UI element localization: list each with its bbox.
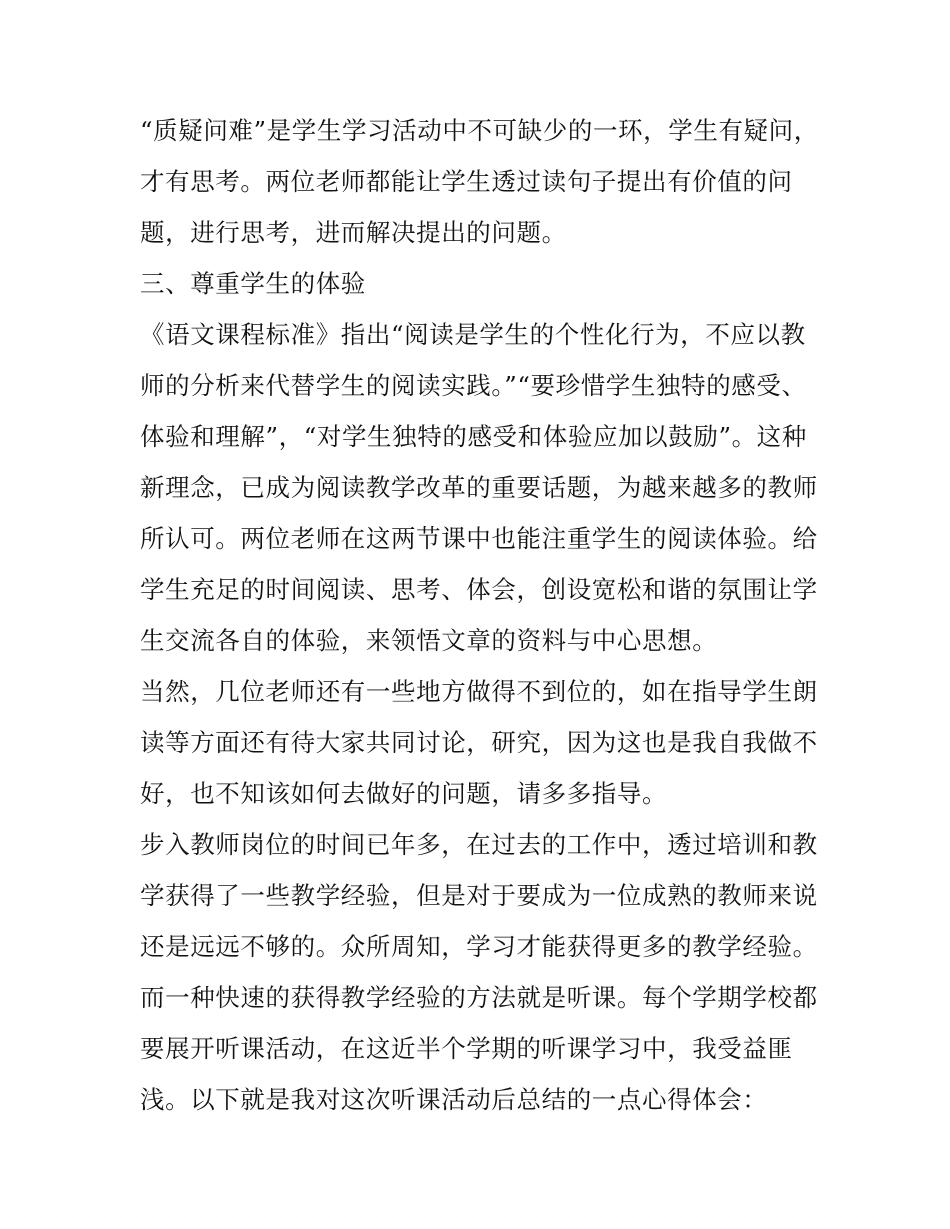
text-line: 师的分析来代替学生的阅读实践。”“要珍惜学生独特的感受、	[140, 371, 807, 400]
text-line: 体验和理解”，“对学生独特的感受和体验应加以鼓励”。这种	[140, 422, 807, 451]
text-line: 学获得了一些教学经验，但是对于要成为一位成熟的教师来说	[140, 881, 818, 910]
text-line: 新理念，已成为阅读教学改革的重要话题，为越来越多的教师	[140, 473, 818, 502]
text-line: 学生充足的时间阅读、思考、体会，创设宽松和谐的氛围让学	[140, 575, 818, 604]
text-line: 所认可。两位老师在这两节课中也能注重学生的阅读体验。给	[140, 524, 818, 553]
document-body	[140, 105, 820, 1125]
text-line: 题，进行思考，进而解决提出的问题。	[140, 218, 567, 247]
text-line: 要展开听课活动，在这近半个学期的听课学习中，我受益匪	[140, 1034, 793, 1063]
text-line: 才有思考。两位老师都能让学生透过读句子提出有价值的问	[140, 167, 793, 196]
text-line: 好，也不知该如何去做好的问题，请多多指导。	[140, 779, 668, 808]
text-line: 浅。以下就是我对这次听课活动后总结的一点心得体会：	[140, 1085, 768, 1114]
text-line: 当然，几位老师还有一些地方做得不到位的，如在指导学生朗	[140, 677, 818, 706]
text-line: 还是远远不够的。众所周知，学习才能获得更多的教学经验。	[140, 932, 818, 961]
section-heading: 三、尊重学生的体验	[140, 269, 366, 298]
text-line: “质疑问难”是学生学习活动中不可缺少的一环，学生有疑问，	[140, 116, 819, 145]
text-line: 《语文课程标准》指出“阅读是学生的个性化行为，不应以教	[140, 320, 806, 349]
text-line: 生交流各自的体验，来领悟文章的资料与中心思想。	[140, 626, 718, 655]
text-line: 步入教师岗位的时间已年多，在过去的工作中，透过培训和教	[140, 830, 818, 859]
text-line: 读等方面还有待大家共同讨论，研究，因为这也是我自我做不	[140, 728, 818, 757]
text-line: 而一种快速的获得教学经验的方法就是听课。每个学期学校都	[140, 983, 818, 1012]
